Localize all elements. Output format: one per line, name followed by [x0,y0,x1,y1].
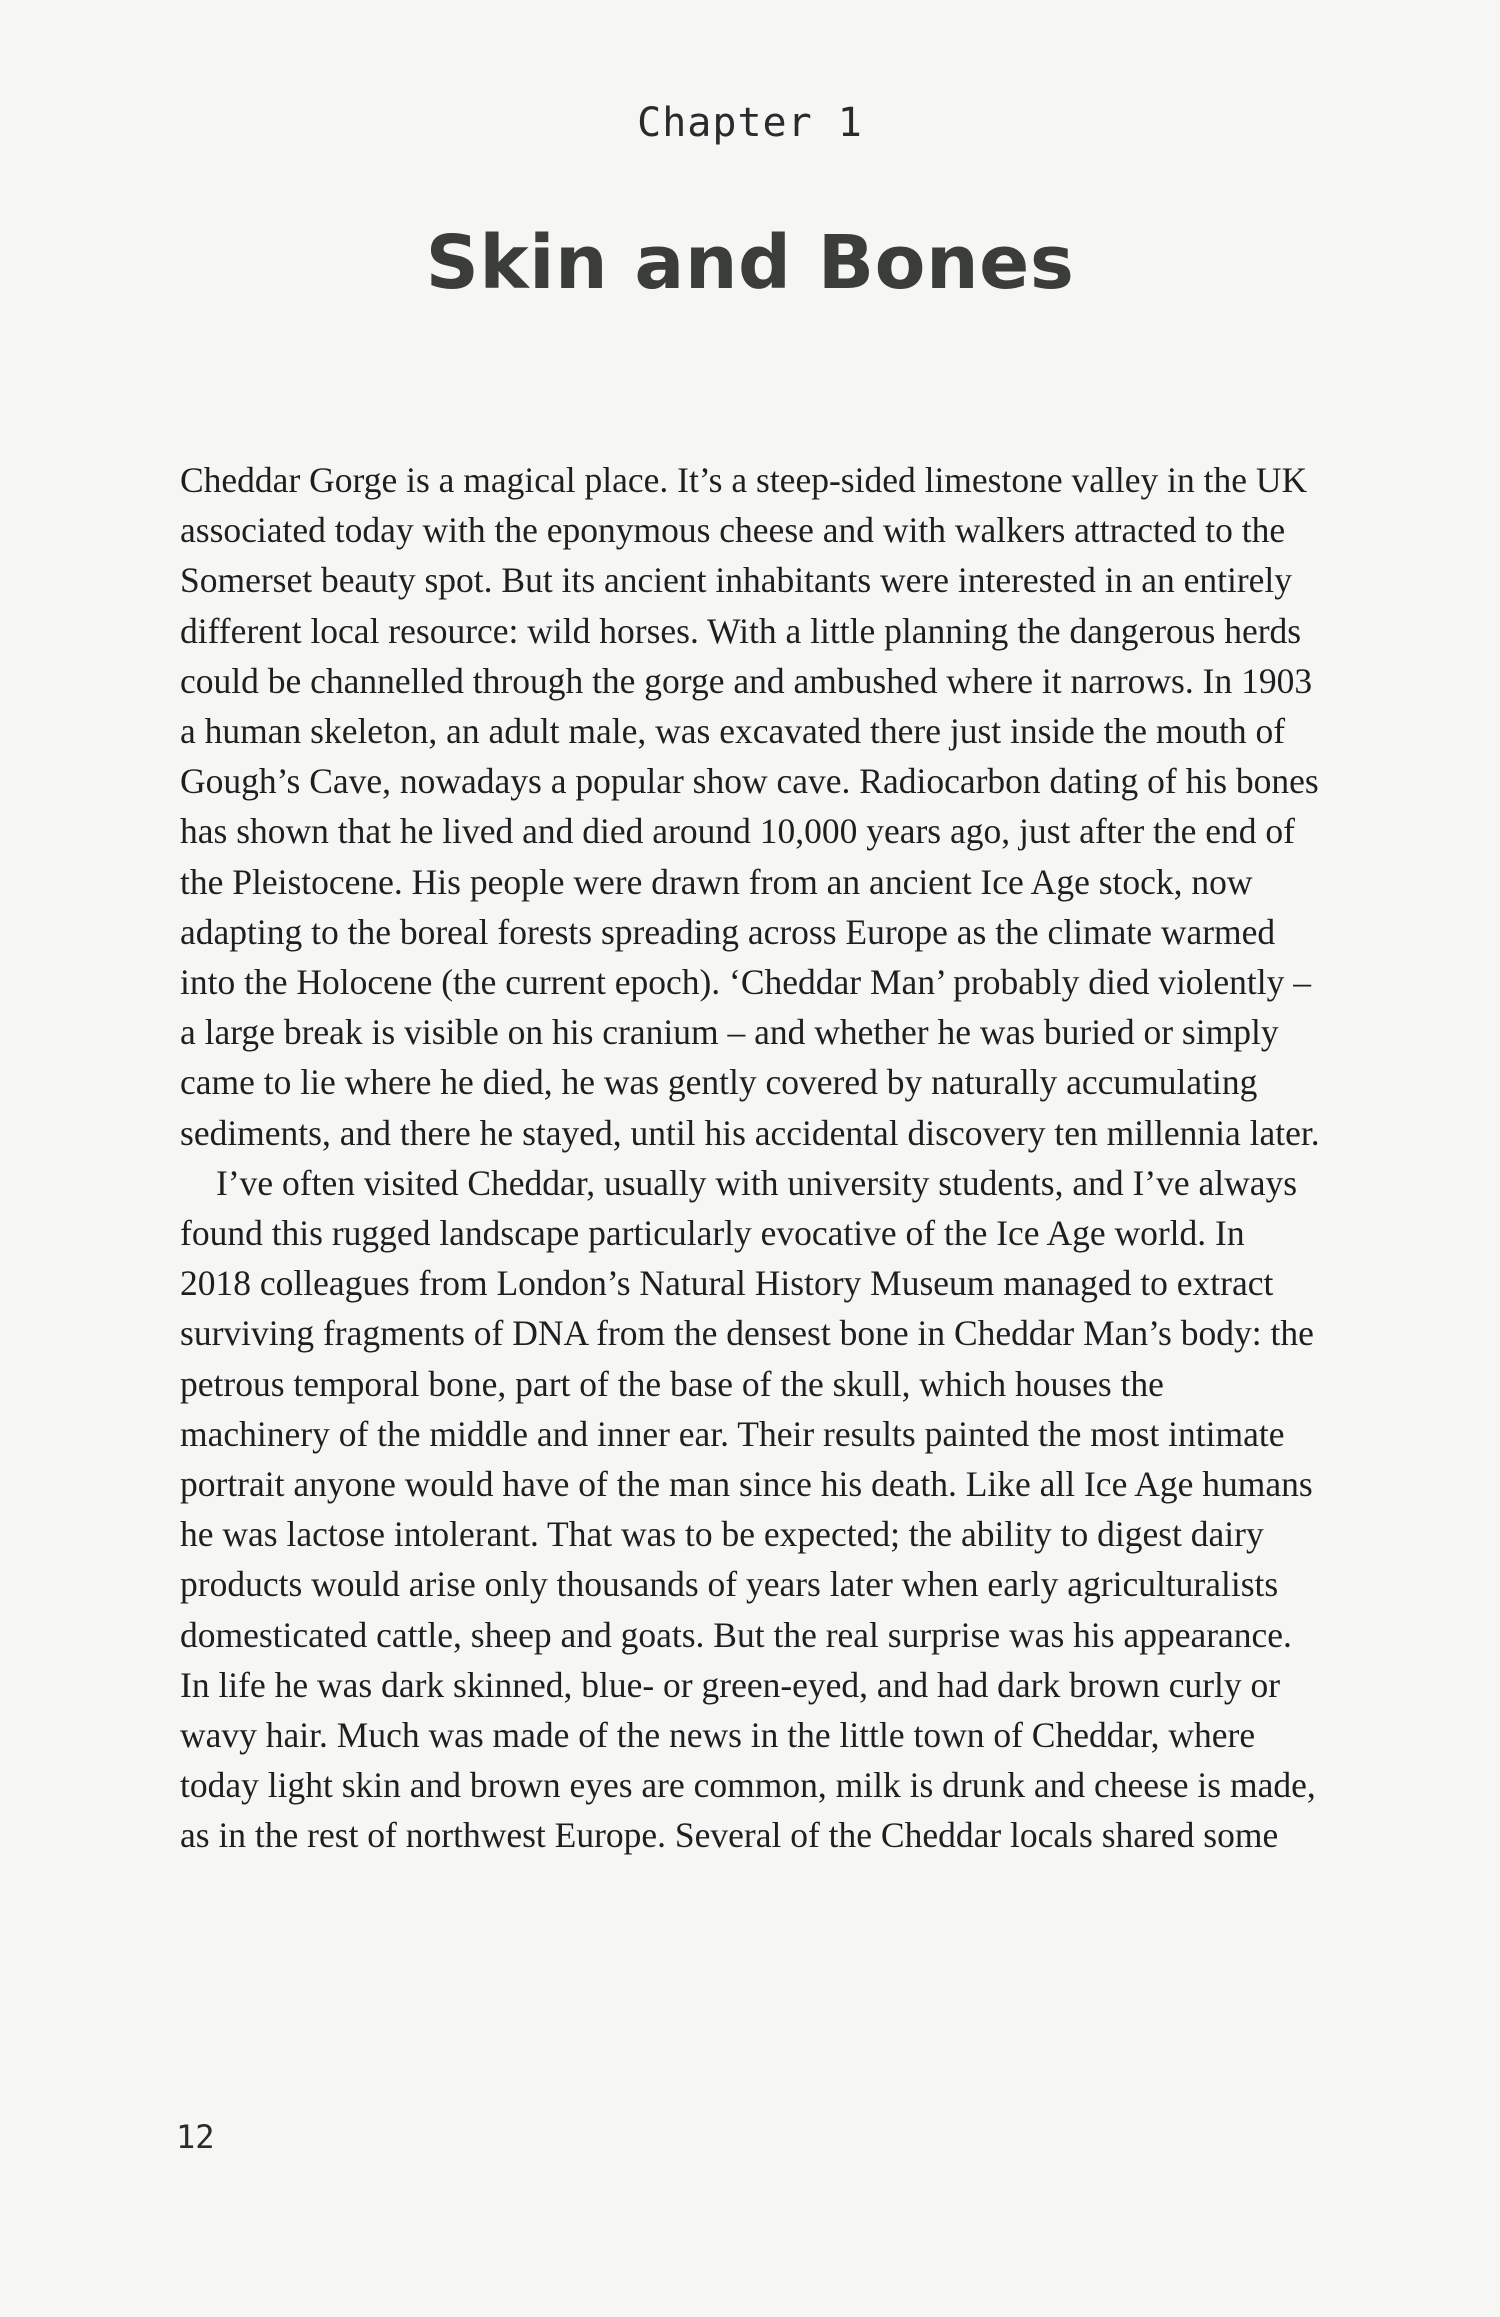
body-text [180,455,1320,1861]
paragraph: Cheddar Gorge is a magical place. It’s a steep-sided limestone valley in the UK associated today with the eponymous cheese and with walkers attracted to the Somerset beauty spot. But its ancient inhabitants were interested in an entirely different local resource: wild horses. With a little planning the dangerous herds could be channelled through the gorge and ambushed where it narrows. In 1903 a human skeleton, an adult male, was excavated there just inside the mouth of Gough’s Cave, nowadays a popular show cave. Radiocarbon dating of his bones has shown that he lived and died around 10,000 years ago, just after the end of the Pleistocene. His people were drawn from an ancient Ice Age stock, now adapting to the boreal forests spreading across Europe as the climate warmed into the Holocene (the current epoch). ‘Cheddar Man’ probably died violently – a large break is visible on his cranium – and whether he was buried or simply came to lie where he died, he was gently covered by naturally accumulating sediments, and there he stayed, until his accidental discovery ten millennia later. [180,460,1320,1153]
page-number: 12 [176,2118,215,2156]
paragraph: I’ve often visited Cheddar, usually with university students, and I’ve always found this rugged landscape particularly evocative of the Ice Age world. In 2018 colleagues from London’s Natural History Museum managed to extract surviving fragments of DNA from the densest bone in Cheddar Man’s body: the petrous temporal bone, part of the base of the skull, which houses the machinery of the middle and inner ear. Their results painted the most intimate portrait anyone would have of the man since his death. Like all Ice Age humans he was lactose intolerant. That was to be expected; the ability to digest dairy products would arise only thousands of years later when early agriculturalists domesticated cattle, sheep and goats. But the real surprise was his appearance. In life he was dark skinned, blue- or green-eyed, and had dark brown curly or wavy hair. Much was made of the news in the little town of Cheddar, where today light skin and brown eyes are common, milk is drunk and cheese is made, as in the rest of northwest Europe. Several of the Cheddar locals shared some [180,1162,1316,1856]
chapter-title: Skin and Bones [425,220,1075,306]
chapter-label: Chapter 1 [637,100,863,146]
